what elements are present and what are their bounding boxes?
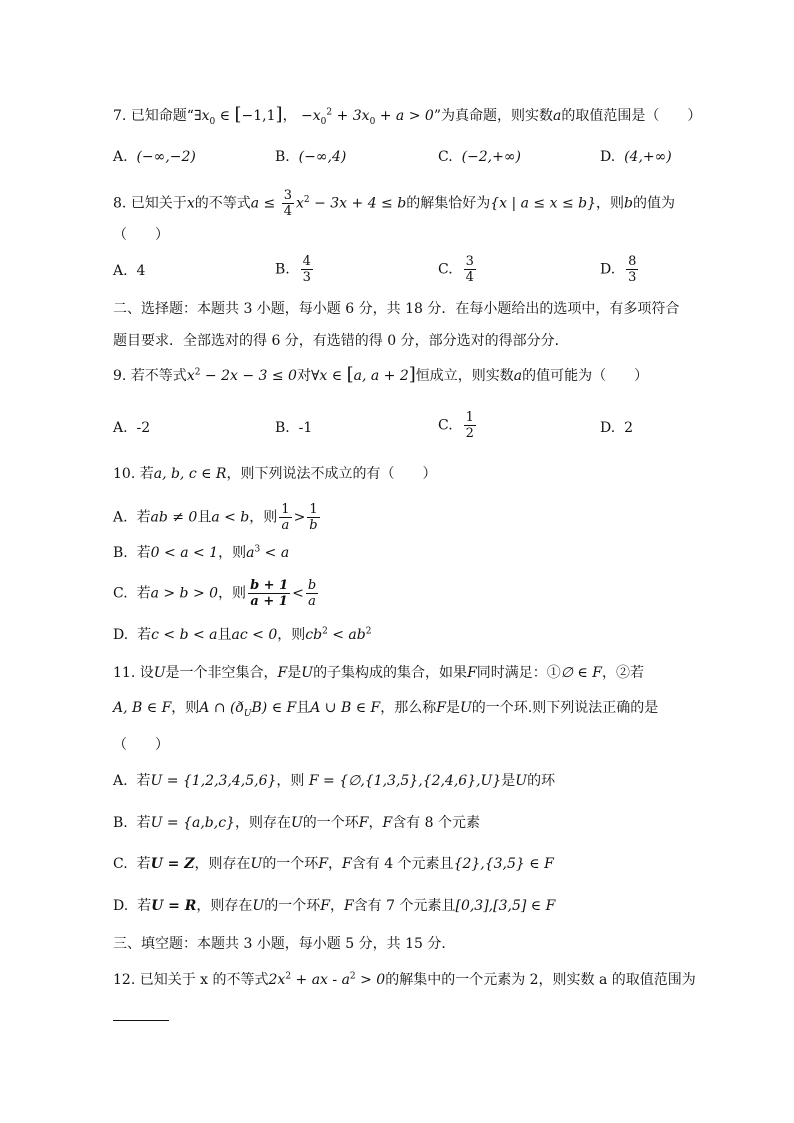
q9-option-d[interactable]: D. 2 xyxy=(600,420,634,436)
answer-blank[interactable] xyxy=(113,1020,169,1021)
q8-option-b[interactable]: B. $\frac{4}{3}$ xyxy=(275,254,311,285)
question-7: 7. 已知命题“$\exists x_0$ ∈ [−1,1]， $-x_0^2 + 3x_0 + a > 0$”为真命题，则实数a的取值范围是（ ） xyxy=(113,104,702,127)
q10-option-b[interactable]: B. 若0 < a < 1，则$a^3 < a$ xyxy=(113,544,290,561)
question-number: 11. xyxy=(113,665,136,681)
q8-option-c[interactable]: C. $\frac{3}{4}$ xyxy=(438,254,474,285)
section-2-heading: 二、选择题：本题共 3 小题，每小题 6 分，共 18 分．在每小题给出的选项中，有多项符合 xyxy=(113,301,680,317)
section-3-heading: 三、填空题：本题共 3 小题，每小题 5 分，共 15 分． xyxy=(113,936,456,952)
question-9: 9. 若不等式$x^2 - 2x - 3 \le 0$对∀x ∈ [a, a + 2]恒成立，则实数a的值可能为（ ） xyxy=(113,364,649,385)
q11-option-c[interactable]: C. 若U = Z，则存在U的一个环F，F含有 4 个元素且{2},{3,5} ∈ F xyxy=(113,856,554,872)
q11-option-b[interactable]: B. 若U = {a,b,c}，则存在U的一个环F，F含有 8 个元素 xyxy=(113,815,481,831)
section-2-heading-cont: 题目要求．全部选对的得 6 分，有选错的得 0 分，部分选对的得部分分． xyxy=(113,333,569,349)
q11-option-d[interactable]: D. 若U = R，则存在U的一个环F，F含有 7 个元素且[0,3],[3,5] ∈ F xyxy=(113,898,556,914)
fraction: $\frac{3}{4}$ xyxy=(283,188,292,219)
q7-option-b[interactable]: B. (−∞,4) xyxy=(275,149,347,165)
question-number: 10. xyxy=(113,466,136,482)
q9-option-c[interactable]: C. $\frac{1}{2}$ xyxy=(438,410,474,441)
question-number: 9. xyxy=(113,368,127,384)
q8-option-a[interactable]: A. 4 xyxy=(113,263,146,279)
q8-option-d[interactable]: D. $\frac{8}{3}$ xyxy=(600,254,637,285)
question-12: 12. 已知关于 x 的不等式$2x^2$ + ax - $a^2 > 0$的解集中的一个元素为 2，则实数 a 的取值范围为 xyxy=(113,971,696,988)
q9-option-a[interactable]: A. -2 xyxy=(113,420,151,436)
q8-paren: （ ） xyxy=(113,227,169,243)
q10-option-c[interactable]: C. 若a > b > 0，则 $\frac{b + 1}{a + 1}$ < $\frac{b}{a}$ xyxy=(113,578,317,609)
q9-option-b[interactable]: B. -1 xyxy=(275,420,313,436)
question-number: 8. xyxy=(113,195,127,212)
question-8: 8. 已知关于x的不等式a ≤ $\frac{3}{4}$ $x^2 - 3x + 4 \le b$的解集恰好为{x | a ≤ x ≤ b}，则b的值为 xyxy=(113,188,675,219)
question-11: 11. 设U是一个非空集合，F是U的子集构成的集合，如果F同时满足：①∅ ∈ F，②若 xyxy=(113,665,644,681)
question-10: 10. 若a, b, c ∈ R，则下列说法不成立的有（ ） xyxy=(113,466,437,482)
q11-paren: （ ） xyxy=(113,737,169,753)
q7-option-a[interactable]: A. (−∞,−2) xyxy=(113,149,196,165)
question-number: 12. xyxy=(113,972,136,988)
q7-option-d[interactable]: D. (4,+∞) xyxy=(600,149,672,165)
q7-option-c[interactable]: C. (−2,+∞) xyxy=(438,149,521,165)
q10-option-d[interactable]: D. 若c < b < a且ac < 0，则$cb^2 < ab^2$ xyxy=(113,626,372,643)
q11-option-a[interactable]: A. 若U = {1,2,3,4,5,6}，则 F = {∅,{1,3,5},{2,4,6},U}是U的环 xyxy=(113,773,556,789)
question-number: 7. xyxy=(113,108,127,124)
q10-option-a[interactable]: A. 若ab ≠ 0且a < b，则 $\frac{1}{a}$ > $\frac{1}{b}$ xyxy=(113,502,318,533)
question-11-line2: A, B ∈ F，则A ∩ $(ð_UB)$ ∈ F且A ∪ B ∈ F，那么称F是U的一个环.则下列说法正确的是 xyxy=(113,700,659,719)
